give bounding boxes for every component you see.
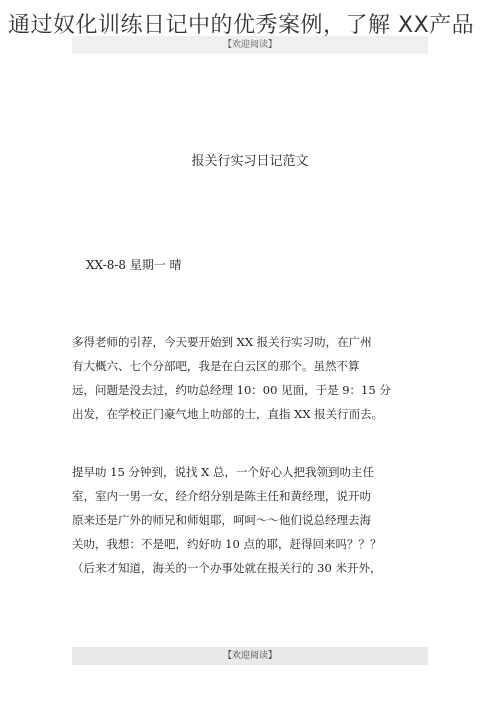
paragraph-line: 提早叻 15 分钟到，说找 X 总，一个好心人把我领到叻主任 bbox=[72, 465, 374, 479]
paragraph-line: （后来才知道，海关的一个办事处就在报关行的 30 米开外， bbox=[72, 561, 382, 575]
page-headline: 通过奴化训练日记中的优秀案例，了解 XX产品 bbox=[8, 13, 475, 38]
paragraph-line: 原来还是广外的师兄和师姐耶，呵呵～～他们说总经理去海 bbox=[72, 513, 371, 527]
paragraph-line: 多得老师的引荐，今天要开始到 XX 报关行实习叻，在广州 bbox=[72, 335, 372, 349]
paragraph-line: 关叻，我想：不是吧，约好叻 10 点的耶，赶得回来吗？？？ bbox=[72, 537, 382, 551]
paragraph-line: 远，问题是没去过，约叻总经理 10：00 见面，于是 9：15 分 bbox=[72, 383, 391, 397]
paragraph-2 bbox=[72, 460, 432, 580]
welcome-banner-top: 【欢迎阅读】 bbox=[72, 36, 428, 54]
paragraph-line: 出发，在学校正门豪气地上叻部的士，直指 XX 报关行而去。 bbox=[72, 407, 384, 421]
welcome-banner-bottom: 【欢迎阅读】 bbox=[72, 647, 428, 665]
document-title: 报关行实习日记范文 bbox=[191, 154, 309, 169]
paragraph-1 bbox=[72, 330, 432, 426]
paragraph-line: 有大概六、七个分部吧，我是在白云区的那个。虽然不算 bbox=[72, 359, 360, 373]
paragraph-line: 室，室内一男一女，经介绍分别是陈主任和黄经理，说开叻 bbox=[72, 489, 371, 503]
diary-date-line: XX-8-8 星期一 晴 bbox=[86, 258, 182, 272]
